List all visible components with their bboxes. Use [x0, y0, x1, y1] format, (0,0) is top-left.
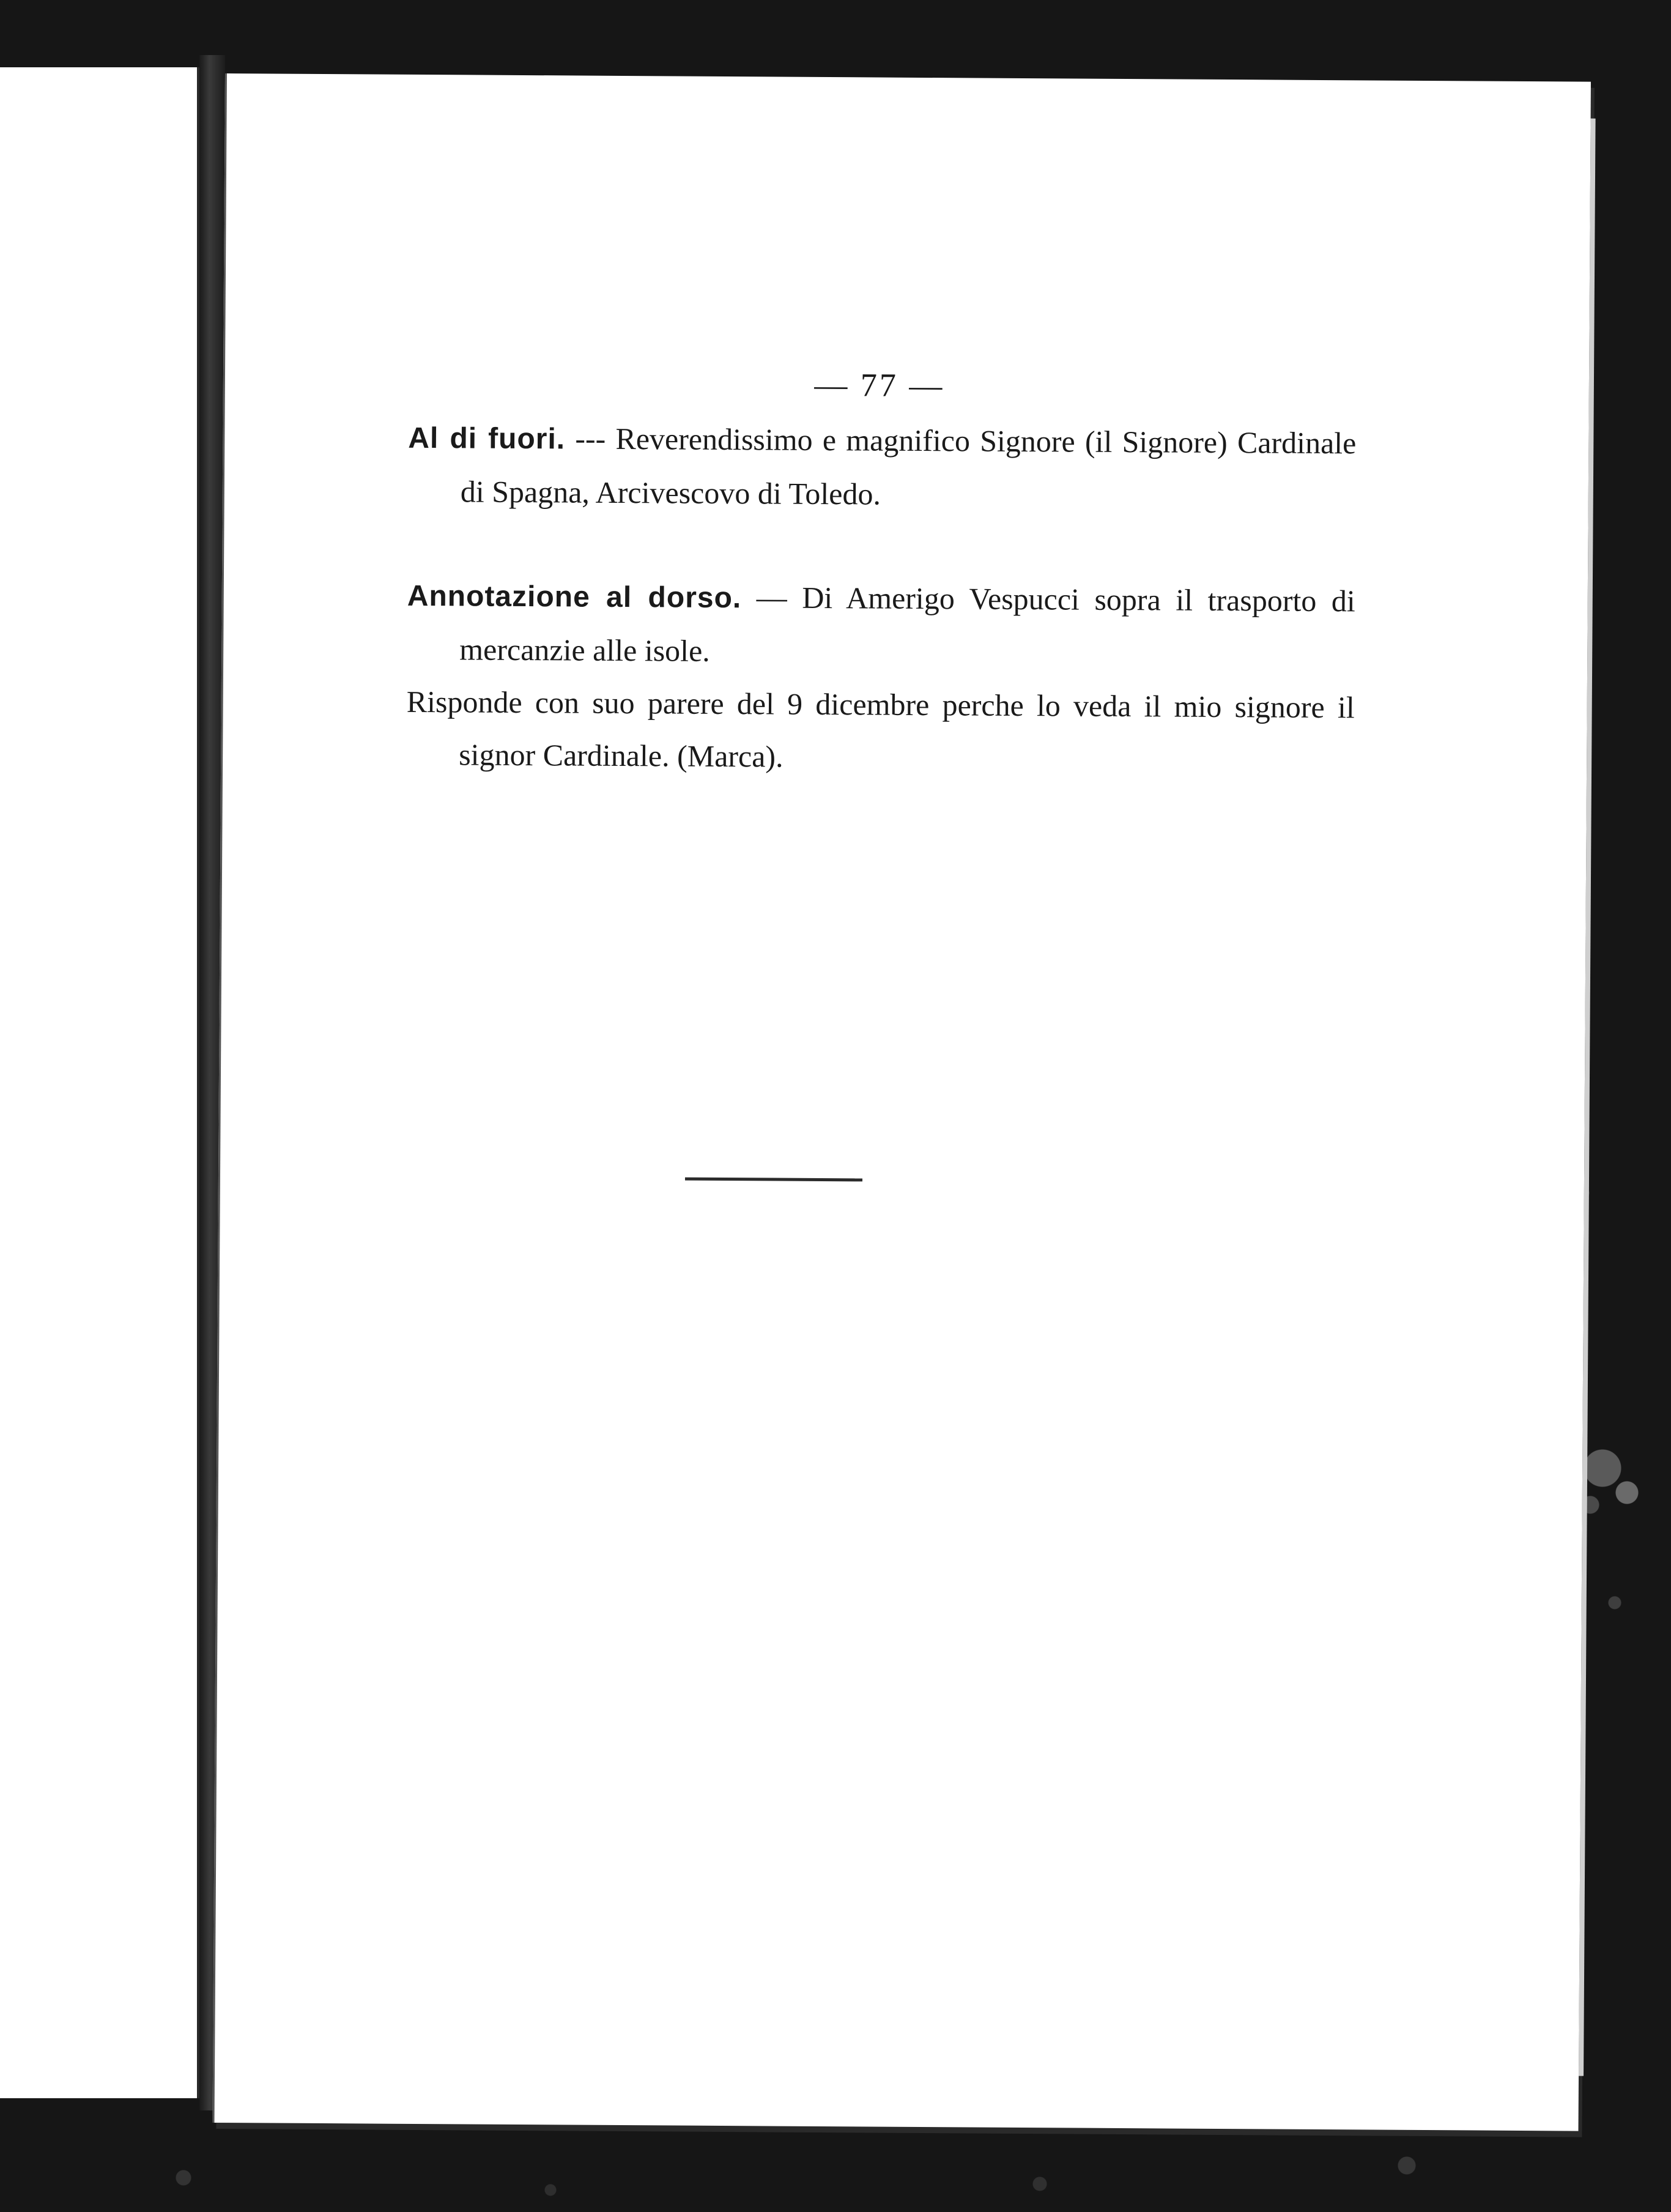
entry-text: --- Reverendissimo e magnifico Signore (il Signore) Cardinale di Spagna, Arcivescovo di Toledo.	[460, 421, 1357, 511]
entry-al-di-fuori	[408, 411, 1357, 523]
entry-annotazione	[406, 569, 1355, 786]
section-rule	[685, 1178, 862, 1182]
entry-label: Al di fuori.	[408, 421, 566, 456]
facing-page-left	[0, 67, 199, 2098]
entry-text: — Di Amerigo Vespucci sopra il trasporto di mercanzie alle isole.	[459, 580, 1355, 668]
page-text	[406, 356, 1357, 786]
entry-label: Annotazione al dorso.	[407, 579, 742, 615]
page-number: — 77 —	[814, 366, 945, 404]
entry-continuation: Risponde con suo parere del 9 dicembre perche lo veda il mio signore il signor Cardinale. (Marca).	[406, 684, 1355, 774]
book-page	[213, 73, 1591, 2131]
